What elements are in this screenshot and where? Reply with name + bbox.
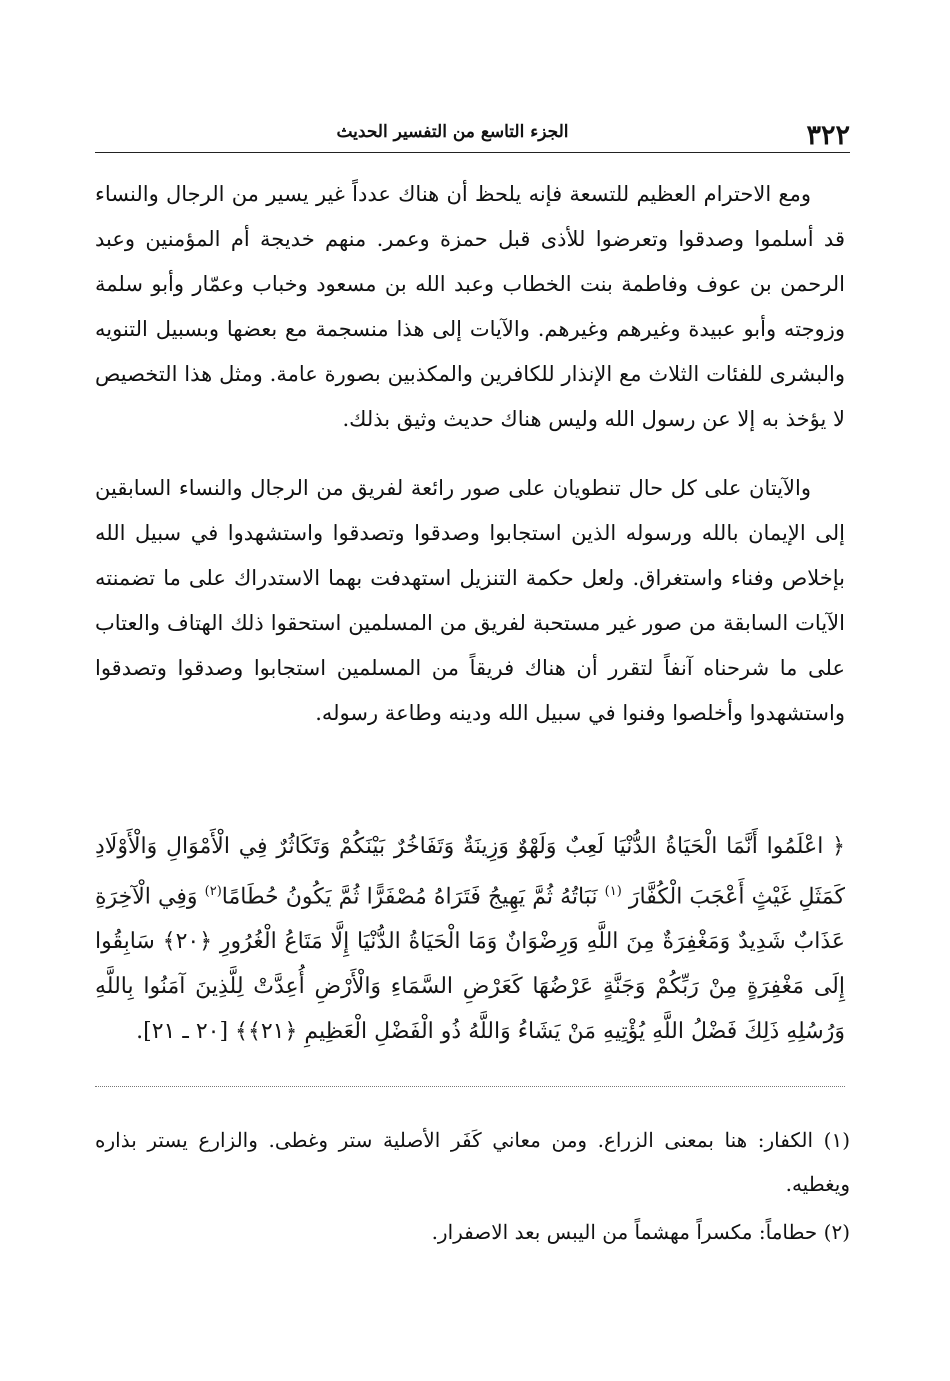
page-number: ٣٢٢	[806, 120, 850, 151]
verse-close-bracket: ﴾	[235, 1019, 248, 1045]
footnotes	[95, 1118, 850, 1258]
paragraph: ومع الاحترام العظيم للتسعة فإنه يلحظ أن هناك عدداً غير يسير من الرجال والنساء قد أسلموا وصدقوا وتعرضوا للأذى قبل حمزة وعمر. منهم خديجة أم المؤمنين وعبد الرحمن بن عوف وفاطمة بنت الخطاب وعبد الله بن مسعود وخباب وعمّار وأبو سلمة وزوجته وأبو عبيدة وغيرهم وغيرهم. والآيات إلى هذا منسجمة مع بعضها وبسبيل التنويه والبشرى للفئات الثلاث مع الإنذار للكافرين والمكذبين بصورة عامة. ومثل هذا التخصيص لا يؤخذ به إلا عن رسول الله وليس هناك حديث وثيق بذلك.	[95, 182, 845, 431]
page-header	[95, 112, 850, 153]
footnote: (٢) حطاماً: مكسراً مهشماً من اليبس بعد الاصفرار.	[431, 1220, 850, 1244]
quran-verse	[95, 824, 845, 1054]
verse-open-bracket: ﴿	[832, 834, 845, 859]
verse-reference: [٢٠ ـ ٢١].	[136, 1019, 229, 1045]
footnote-marker: (٢)	[204, 884, 222, 899]
verse-text: نَبَاتُهُ ثُمَّ يَهِيجُ فَتَرَاهُ مُصْفَرًّا ثُمَّ يَكُونُ حُطَامًا	[221, 884, 598, 910]
verse-text: اعْلَمُوا أَنَّمَا الْحَيَاةُ الدُّنْيَا لَعِبٌ وَلَهْوٌ وَزِينَةٌ وَتَفَاخُرٌ بَيْنَكُمْ وَتَكَاثُرٌ فِي الْأَمْوَالِ وَالْأَوْلَادِ كَمَثَلِ غَيْثٍ أَعْجَبَ الْكُفَّارَ	[95, 834, 845, 910]
verse-text: سَابِقُوا إِلَى مَغْفِرَةٍ مِنْ رَبِّكُمْ وَجَنَّةٍ عَرْضُهَا كَعَرْضِ السَّمَاءِ وَالْأَرْضِ أُعِدَّتْ لِلَّذِينَ آمَنُوا بِاللَّهِ وَرُسُلِهِ ذَلِكَ فَضْلُ اللَّهِ يُؤْتِيهِ مَنْ يَشَاءُ وَاللَّهُ ذُو الْفَضْلِ الْعَظِيمِ	[95, 929, 845, 1045]
paragraph: والآيتان على كل حال تنطويان على صور رائعة لفريق من الرجال والنساء السابقين إلى الإيمان بالله ورسوله الذين استجابوا وصدقوا وتصدقوا واستشهدوا في سبيل الله بإخلاص وفناء واستغراق. ولعل حكمة التنزيل استهدفت بهما الاستدراك على ما تضمنته الآيات السابقة من صور غير مستحبة لفريق من المسلمين استحقوا ذلك الهتاف والعتاب على ما شرحناه آنفاً لتقرر أن هناك فريقاً من المسلمين استجابوا وصدقوا وتصدقوا واستشهدوا وأخلصوا وفنوا في سبيل الله ودينه وطاعة رسوله.	[95, 476, 845, 725]
verse-text: وَفِي الْآخِرَةِ عَذَابٌ شَدِيدٌ وَمَغْفِرَةٌ مِنَ اللَّهِ وَرِضْوَانٌ وَمَا الْحَيَاةُ الدُّنْيَا إِلَّا مَتَاعُ الْغُرُورِ	[95, 884, 846, 955]
footnote-separator	[95, 1086, 845, 1087]
ayah-number: ﴿٢٠﴾	[162, 929, 213, 955]
footnote: (١) الكفار: هنا بمعنى الزراع. ومن معاني كَفَر الأصلية ستر وغطى. والزارع يستر بذاره ويغطيه.	[95, 1128, 850, 1196]
footnote-marker: (١)	[604, 884, 622, 899]
running-title: الجزء التاسع من التفسير الحديث	[336, 122, 569, 142]
ayah-number: ﴿٢١﴾	[247, 1019, 298, 1045]
body-text	[95, 172, 845, 760]
